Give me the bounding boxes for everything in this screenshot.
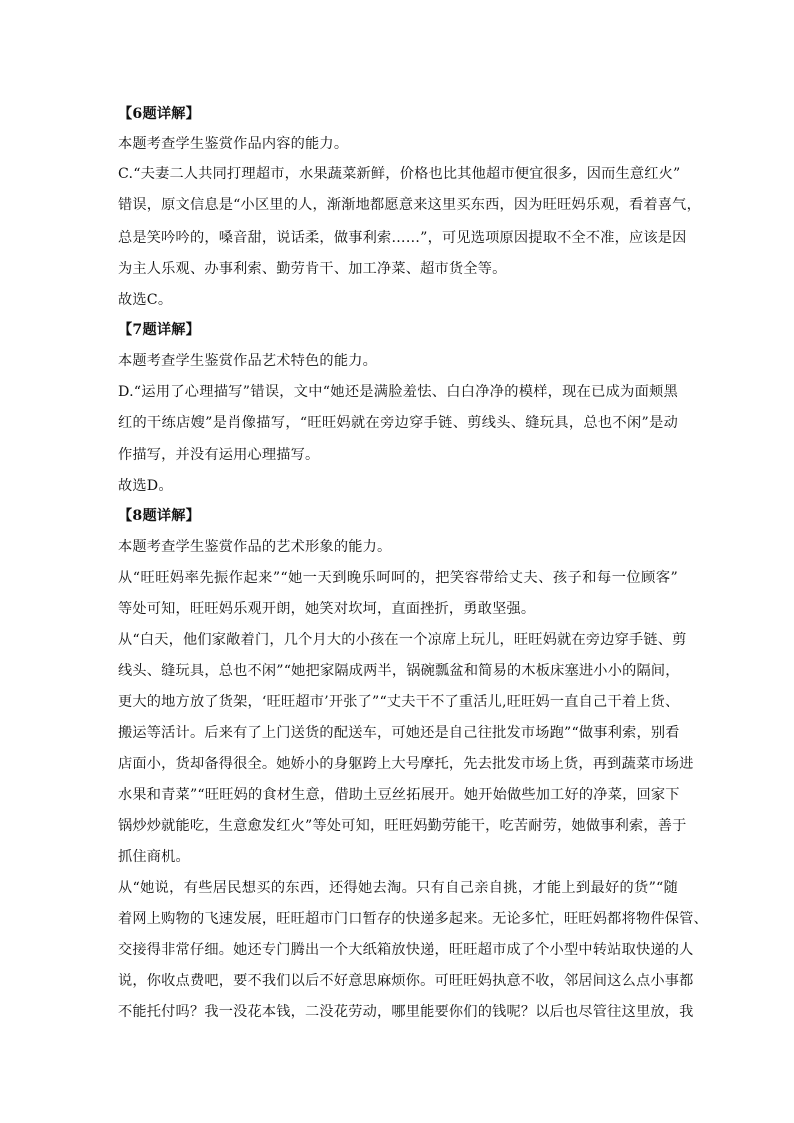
text-line: 着网上购物的飞速发展，旺旺超市门口暂存的快递多起来。无论多忙，旺旺妈都将物件保管、 [118,911,708,927]
text-line: 等处可知，旺旺妈乐观开朗，她笑对坎坷，直面挫折，勇敢坚强。 [118,601,536,617]
text-line: 不能托付吗？我一没花本钱，二没花劳动，哪里能要你们的钱呢？以后也尽管往这里放，我 [118,1004,694,1020]
text-line: 说，你收点费吧，要不我们以后不好意思麻烦你。可旺旺妈执意不收，邻居间这么点小事都 [118,973,694,989]
text-line: 店面小，货却备得很全。她娇小的身躯跨上大号摩托，先去批发市场上货，再到蔬菜市场进 [118,756,694,772]
answer-line: 故选D。 [118,478,173,494]
text-line: 本题考查学生鉴赏作品内容的能力。 [118,136,349,152]
section-heading-8: 【8题详解】 [118,508,201,524]
text-line: D.“运用了心理描写”错误，文中“她还是满脸羞怯、白白净净的模样，现在已成为面颊黑 [118,384,678,400]
text-line: 搬运等活计。后来有了上门送货的配送车，可她还是自己往批发市场跑”“做事利索，别看 [118,725,680,741]
text-line: 从“旺旺妈率先振作起来”“她一天到晚乐呵呵的，把笑容带给丈夫、孩子和每一位顾客” [118,570,678,586]
text-line: C.“夫妻二人共同打理超市，水果蔬菜新鲜，价格也比其他超市便宜很多，因而生意红火” [118,166,681,182]
answer-line: 故选C。 [118,292,173,308]
text-line: 水果和青菜”“旺旺妈的食材生意，借助土豆丝拓展开。她开始做些加工好的净菜，回家下 [118,787,680,803]
text-line: 交接得非常仔细。她还专门腾出一个大纸箱放快递，旺旺超市成了个小型中转站取快递的人 [118,942,694,958]
text-line: 更大的地方放了货架，‘旺旺超市’开张了”“丈夫干不了重活儿,旺旺妈一直自己干着上货、 [118,694,680,710]
section-heading-6: 【6题详解】 [118,106,201,122]
text-line: 锅炒炒就能吃，生意愈发红火”等处可知，旺旺妈勤劳能干，吃苦耐劳，她做事利索，善于 [118,818,687,834]
text-line: 作描写，并没有运用心理描写。 [118,447,320,463]
text-line: 线头、缝玩具，总也不闲”“她把家隔成两半，锅碗瓢盆和简易的木板床塞进小小的隔间， [118,663,680,679]
section-heading-7: 【7题详解】 [118,322,201,338]
text-line: 红的干练店嫂”是肖像描写，“旺旺妈就在旁边穿手链、剪线头、缝玩具，总也不闲”是动 [118,415,678,431]
text-line: 从“她说，有些居民想买的东西，还得她去淘。只有自己亲自挑，才能上到最好的货”“随 [118,880,678,896]
text-line: 错误，原文信息是“小区里的人，渐渐地都愿意来这里买东西，因为旺旺妈乐观，看着喜气， [118,197,701,213]
text-line: 为主人乐观、办事利索、勤劳肯干、加工净菜、超市货全等。 [118,261,507,277]
text-line: 本题考查学生鉴赏作品的艺术形象的能力。 [118,539,392,555]
text-line: 本题考查学生鉴赏作品艺术特色的能力。 [118,353,377,369]
text-line: 从“白天，他们家敞着门，几个月大的小孩在一个凉席上玩儿，旺旺妈就在旁边穿手链、剪 [118,632,687,648]
text-line: 抓住商机。 [118,849,190,865]
text-line: 总是笑吟吟的，嗓音甜，说话柔，做事利索……”，可见选项原因提取不全不准，应该是因 [118,230,687,246]
